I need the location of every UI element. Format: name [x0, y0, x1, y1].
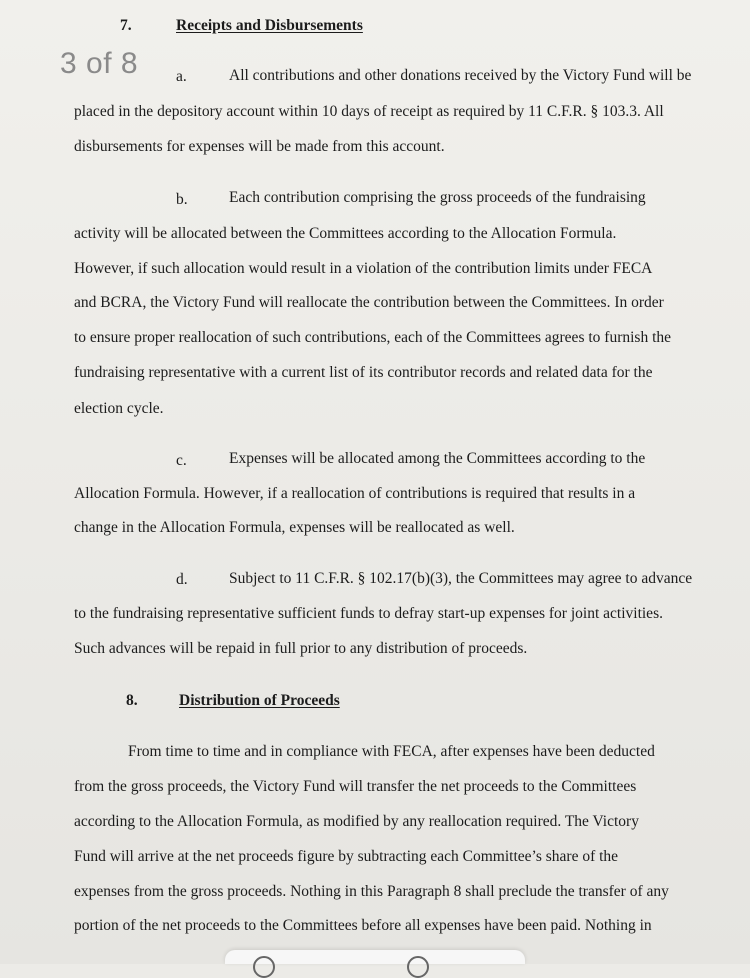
- para-7b-line: and BCRA, the Victory Fund will reallocate the contribution between the Committees. In order: [74, 294, 664, 311]
- section-8-title: Distribution of Proceeds: [179, 692, 340, 709]
- para-7b-line: activity will be allocated between the Committees according to the Allocation Formula.: [74, 225, 617, 242]
- section-7-number: 7.: [120, 17, 132, 34]
- para-8-line: according to the Allocation Formula, as modified by any reallocation required. The Victory: [74, 813, 639, 830]
- para-7b-label: b.: [176, 191, 188, 208]
- share-icon[interactable]: [253, 956, 275, 978]
- para-8-line: From time to time and in compliance with FECA, after expenses have been deducted: [128, 743, 655, 760]
- para-7d-label: d.: [176, 571, 188, 588]
- para-7d-line: to the fundraising representative sufficient funds to defray start-up expenses for joint activities.: [74, 605, 663, 622]
- para-7a-label: a.: [176, 68, 187, 85]
- para-8-line: Fund will arrive at the net proceeds figure by subtracting each Committee’s share of the: [74, 848, 619, 865]
- para-7a-line: placed in the depository account within 10 days of receipt as required by 11 C.F.R. § 103.3. All: [74, 103, 664, 120]
- bottom-toolbar: [225, 950, 525, 964]
- para-7d-line: Such advances will be repaid in full prior to any distribution of proceeds.: [74, 640, 528, 657]
- para-7c-line: Allocation Formula. However, if a reallocation of contributions is required that results in a: [74, 485, 636, 502]
- para-7b-line: fundraising representative with a current list of its contributor records and related data for the: [74, 364, 653, 381]
- para-8-line: portion of the net proceeds to the Committees before all expenses have been paid. Nothing in: [74, 917, 652, 934]
- para-7b-line: to ensure proper reallocation of such contributions, each of the Committees agrees to furnish the: [74, 329, 671, 346]
- para-7c-line: change in the Allocation Formula, expenses will be reallocated as well.: [74, 519, 515, 536]
- section-7-title: Receipts and Disbursements: [176, 17, 363, 34]
- section-8-number: 8.: [126, 692, 138, 709]
- para-7d-line: Subject to 11 C.F.R. § 102.17(b)(3), the Committees may agree to advance: [229, 570, 693, 587]
- para-7b-line: Each contribution comprising the gross proceeds of the fundraising: [229, 189, 646, 206]
- page-indicator: 3 of 8: [60, 47, 139, 80]
- para-7b-line: However, if such allocation would result in a violation of the contribution limits under FECA: [74, 260, 653, 277]
- para-7a-line: disbursements for expenses will be made from this account.: [74, 138, 445, 155]
- para-7b-line: election cycle.: [74, 400, 164, 417]
- para-8-line: expenses from the gross proceeds. Nothing in this Paragraph 8 shall preclude the transfer of any: [74, 883, 669, 900]
- para-7c-line: Expenses will be allocated among the Committees according to the: [229, 450, 646, 467]
- para-7c-label: c.: [176, 452, 187, 469]
- para-8-line: from the gross proceeds, the Victory Fund will transfer the net proceeds to the Committees: [74, 778, 637, 795]
- para-7a-line: All contributions and other donations received by the Victory Fund will be: [229, 67, 692, 84]
- search-icon[interactable]: [407, 956, 429, 978]
